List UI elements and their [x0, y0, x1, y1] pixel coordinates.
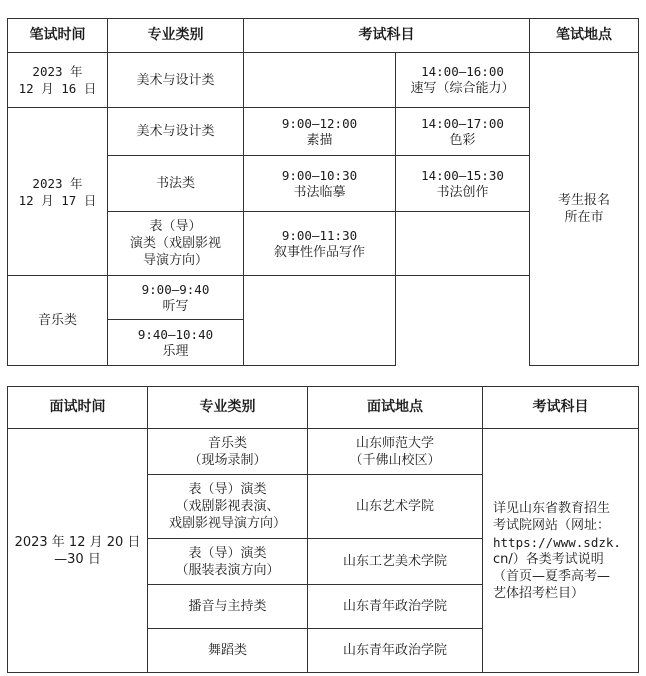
interview-location-sdca: 山东艺术学院: [308, 475, 483, 539]
interview-date: 2023 年 12 月 20 日 —30 日: [8, 429, 148, 673]
subject-calligraphy-creation: 14:00—15:30 书法创作: [396, 156, 530, 212]
subject-calligraphy-copy: 9:00—10:30 书法临摹: [244, 156, 396, 212]
header-category: 专业类别: [108, 19, 244, 53]
subject-drawing: 9:00—12:00 素描: [244, 108, 396, 156]
interview-category-music: 音乐类 （现场录制）: [148, 429, 308, 475]
header-written-time: 笔试时间: [8, 19, 108, 53]
subject-dictation: 9:00—9:40 听写: [108, 276, 244, 320]
interview-location-sdyu: 山东青年政治学院: [308, 585, 483, 629]
category-music: 音乐类: [8, 276, 108, 366]
empty-cell: [244, 276, 396, 366]
header-written-location: 笔试地点: [530, 19, 639, 53]
subject-narrative-writing: 9:00—11:30 叙事性作品写作: [244, 212, 396, 276]
empty-cell: [396, 212, 530, 276]
header-interview-category: 专业类别: [148, 387, 308, 429]
interview-location-sdyu-2: 山东青年政治学院: [308, 629, 483, 673]
interview-category-fashion: 表（导）演类 （服装表演方向）: [148, 539, 308, 585]
category-art-design: 美术与设计类: [108, 53, 244, 108]
interview-subjects-info: 详见山东省教育招生 考试院网站（网址： https://www.sdzk. cn/）各类考试说明 （首页—夏季高考— 艺体招考栏目）: [483, 429, 639, 673]
category-directing: 表（导） 演类（戏剧影视 导演方向）: [108, 212, 244, 276]
date-dec16: 2023 年 12 月 16 日: [8, 53, 108, 108]
interview-category-broadcast: 播音与主持类: [148, 585, 308, 629]
subject-sketch: 14:00—16:00 速写（综合能力）: [396, 53, 530, 108]
category-calligraphy: 书法类: [108, 156, 244, 212]
subject-color: 14:00—17:00 色彩: [396, 108, 530, 156]
header-interview-time: 面试时间: [8, 387, 148, 429]
interview-location-sdada: 山东工艺美术学院: [308, 539, 483, 585]
category-art-design-2: 美术与设计类: [108, 108, 244, 156]
date-dec17: 2023 年 12 月 17 日: [8, 108, 108, 276]
written-exam-table: [7, 18, 639, 366]
written-location: 考生报名 所在市: [530, 53, 639, 366]
interview-table: [7, 386, 639, 673]
subject-music-theory: 9:40—10:40 乐理: [108, 320, 244, 366]
interview-category-acting: 表（导）演类 （戏剧影视表演、 戏剧影视导演方向）: [148, 475, 308, 539]
empty-cell: [244, 53, 396, 108]
header-subjects: 考试科目: [244, 19, 530, 53]
interview-location-sdnu: 山东师范大学 （千佛山校区）: [308, 429, 483, 475]
interview-category-dance: 舞蹈类: [148, 629, 308, 673]
header-interview-location: 面试地点: [308, 387, 483, 429]
header-interview-subjects: 考试科目: [483, 387, 639, 429]
